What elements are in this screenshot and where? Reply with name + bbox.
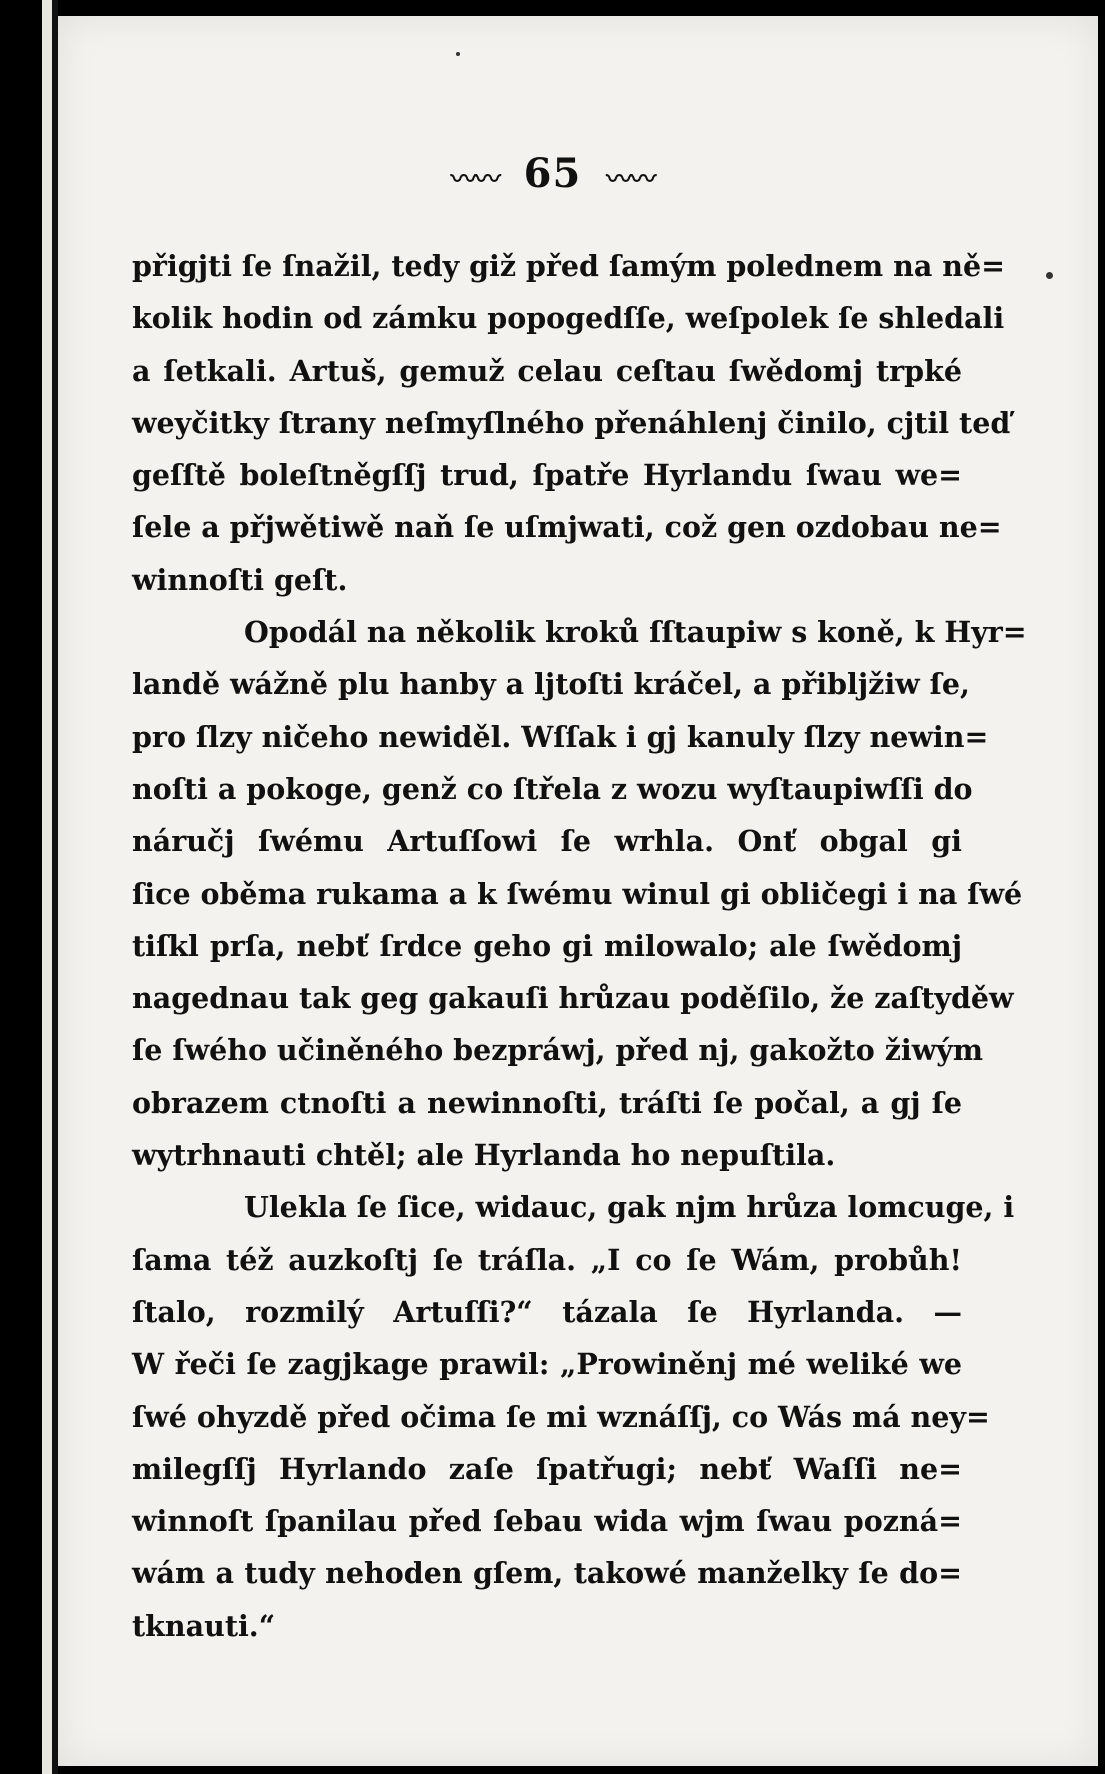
text-line: winnoſt ſpanilau před ſebau wida wjm ſwau pozná= xyxy=(132,1504,962,1539)
text-line: W řeči ſe zagjkage prawil: „Prowiněnj mé weliké we xyxy=(132,1347,962,1382)
text-line: kolik hodin od zámku popogedſſe, weſpolek ſe shledali xyxy=(132,301,1005,336)
text-line: wytrhnauti chtěl; ale Hyrlanda ho nepuſtila. xyxy=(132,1138,836,1173)
paper-speck xyxy=(1046,272,1053,279)
text-line: noſti a pokoge, genž co ſtřela z wozu wyſtaupiwſſi do xyxy=(132,771,973,806)
text-line: Ulekla ſe ſice, widauc, gak njm hrůza lomcuge, i xyxy=(244,1190,1015,1225)
text-line: přigjti ſe ſnažil, tedy giž před ſamým polednem na ně= xyxy=(132,249,1005,283)
text-line: ſwé ohyzdě před očima ſe mi wznáſſj, co Wás má ney= xyxy=(132,1399,990,1434)
text-line: nagednau tak geg gakauſi hrůzau poděſilo, že zaſtyděw xyxy=(132,981,1014,1016)
ornament-right-icon: 〰〰 xyxy=(606,164,655,195)
text-line: ſice oběma rukama a k ſwému winul gi obličegi i na ſwé xyxy=(132,876,1023,911)
text-line: tiſkl prſa, nebť ſrdce geho gi milowalo; ale ſwědomj xyxy=(132,928,962,963)
text-line: wám a tudy nehoden gſem, takowé manželky ſe do= xyxy=(132,1556,962,1591)
text-line: tknauti.“ xyxy=(132,1608,276,1643)
text-line: ſe ſwého učiněného bezpráwj, před nj, gakožto žiwým xyxy=(132,1033,983,1068)
text-line: ſama též auzkoſtj ſe tráſla. „I co ſe Wám, probůh! xyxy=(132,1242,962,1277)
paper-speck xyxy=(456,52,460,56)
text-line: a ſetkali. Artuš, gemuž celau ceſtau ſwědomj trpké xyxy=(132,353,962,388)
text-line: ſele a přjwětiwě naň ſe uſmjwati, což gen ozdobau ne= xyxy=(132,510,1002,545)
page-number: 65 xyxy=(523,150,582,197)
body-text xyxy=(132,240,1027,1652)
text-line: pro ſlzy ničeho newiděl. Wſſak i gj kanuly ſlzy newin= xyxy=(132,719,989,754)
text-line: winnoſti geſt. xyxy=(132,562,348,597)
text-line: milegſſj Hyrlando zaſe ſpatřugi; nebť Waſſi ne= xyxy=(132,1451,962,1486)
page-gutter-edge xyxy=(42,0,52,1774)
text-line: weyčitky ſtrany neſmyſlného přenáhlenj činilo, cjtil teď xyxy=(132,405,1011,440)
text-line: Opodál na několik kroků ſſtaupiw s koně, k Hyr= xyxy=(244,615,1027,650)
page-header xyxy=(0,150,1105,197)
text-line: ſtalo, rozmilý Artuſſi?“ tázala ſe Hyrlanda. — xyxy=(132,1294,962,1329)
text-line: obrazem ctnoſti a newinnoſti, tráſti ſe počal, a gj ſe xyxy=(132,1085,962,1120)
text-line: geſſtě boleſtněgſſj trud, ſpatře Hyrlandu ſwau we= xyxy=(132,458,962,493)
text-line: landě wážně plu hanby a ljtoſti kráčel, a přibljžiw ſe, xyxy=(132,667,970,702)
ornament-left-icon: 〰〰 xyxy=(450,164,499,195)
text-line: náručj ſwému Artuſſowi ſe wrhla. Onť obgal gi xyxy=(132,824,962,859)
